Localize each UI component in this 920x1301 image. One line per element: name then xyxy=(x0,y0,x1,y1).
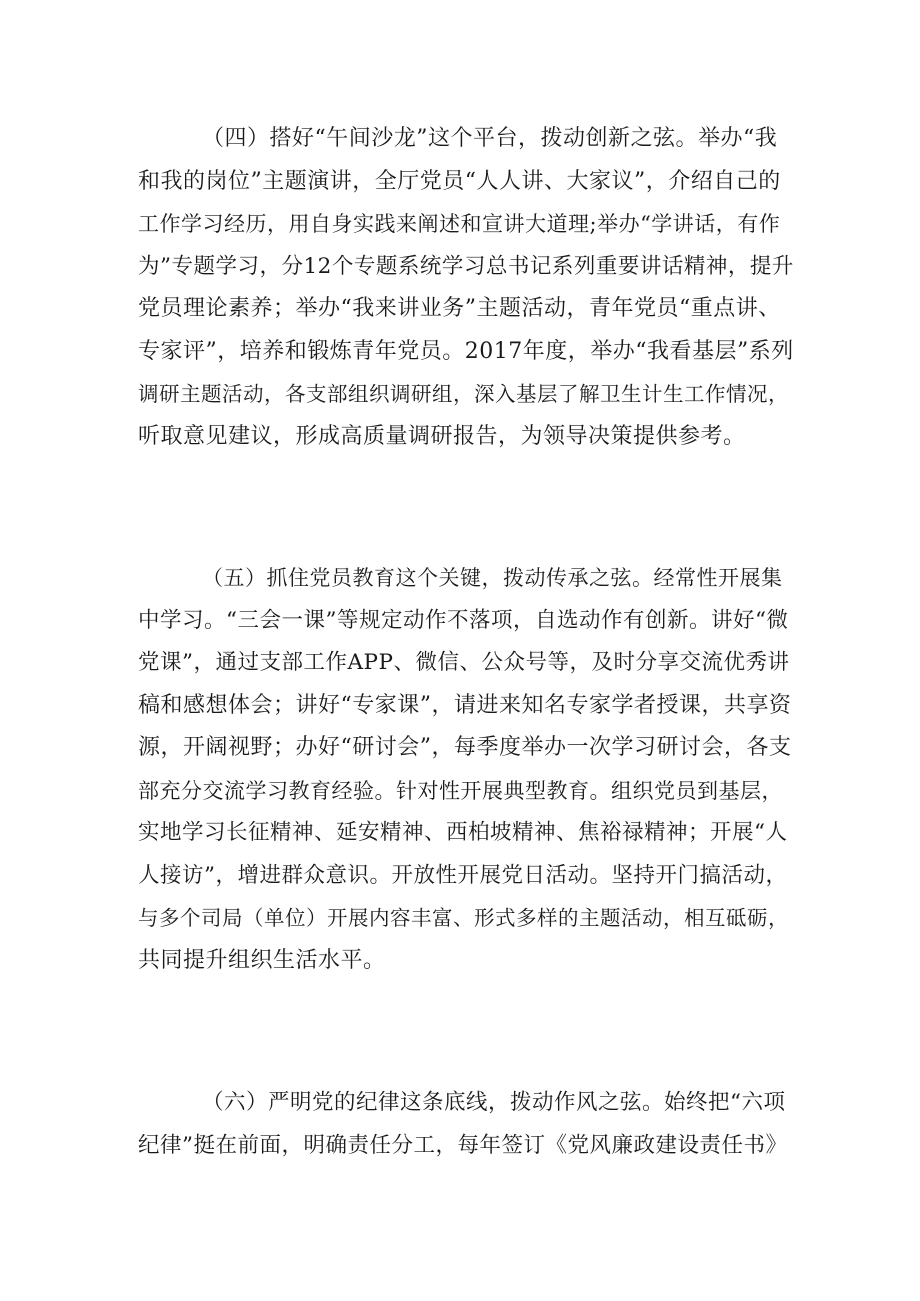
paragraph-line: 中学习。“三会一课”等规定动作不落项，自选动作有创新。讲好“微 xyxy=(138,607,789,633)
paragraph-line: 稿和感想体会；讲好“专家课”，请进来知名专家学者授课，共享资 xyxy=(138,692,792,718)
paragraph-line: 听取意见建议，形成高质量调研报告，为领导决策提供参考。 xyxy=(138,423,746,449)
paragraph-5 xyxy=(138,557,794,982)
paragraph-4 xyxy=(138,118,794,458)
paragraph-line: 专家评”，培养和锻炼青年党员。2017年度，举办“我看基层”系列 xyxy=(138,338,794,364)
paragraph-line: 人接访”，增进群众意识。开放性开展党日活动。坚持开门搞活动， xyxy=(138,862,788,888)
paragraph-line: （四）搭好“午间沙龙”这个平台，拨动创新之弦。举办“我 xyxy=(202,126,778,151)
paragraph-line: 部充分交流学习教育经验。针对性开展典型教育。组织党员到基层， xyxy=(138,778,783,803)
paragraph-line: 党员理论素养；举办“我来讲业务”主题活动，青年党员“重点讲、 xyxy=(138,296,781,321)
paragraph-line: 与多个司局（单位）开展内容丰富、形式多样的主题活动，相互砥砺， xyxy=(138,906,789,930)
paragraph-line: 实地学习长征精神、延安精神、西柏坡精神、焦裕禄精神；开展“人 xyxy=(138,820,788,845)
paragraph-line: 党课”，通过支部工作APP、微信、公众号等，及时分享交流优秀讲 xyxy=(138,650,790,675)
paragraph-line: 共同提升组织生活水平。 xyxy=(138,947,386,973)
paragraph-6 xyxy=(138,1082,794,1167)
paragraph-line: 为”专题学习，分12个专题系统学习总书记系列重要讲话精神，提升 xyxy=(138,253,794,279)
paragraph-line: （五）抓住党员教育这个关键，拨动传承之弦。经常性开展集 xyxy=(202,566,783,590)
paragraph-line: （六）严明党的纪律这条底线，拨动作风之弦。始终把“六项 xyxy=(202,1090,786,1115)
paragraph-line: 源，开阔视野；办好“研讨会”，每季度举办一次学习研讨会，各支 xyxy=(138,735,792,760)
paragraph-line: 调研主题活动，各支部组织调研组，深入基层了解卫生计生工作情况， xyxy=(138,382,789,406)
paragraph-line: 和我的岗位”主题演讲，全厅党员“人人讲、大家议”，介绍自己的 xyxy=(138,168,781,194)
paragraph-line: 工作学习经历，用自身实践来阐述和宣讲大道理;举办“学讲话，有作 xyxy=(138,212,781,236)
paragraph-line: 纪律”挺在前面，明确责任分工，每年签订《党风廉政建设责任书》 xyxy=(138,1132,788,1158)
